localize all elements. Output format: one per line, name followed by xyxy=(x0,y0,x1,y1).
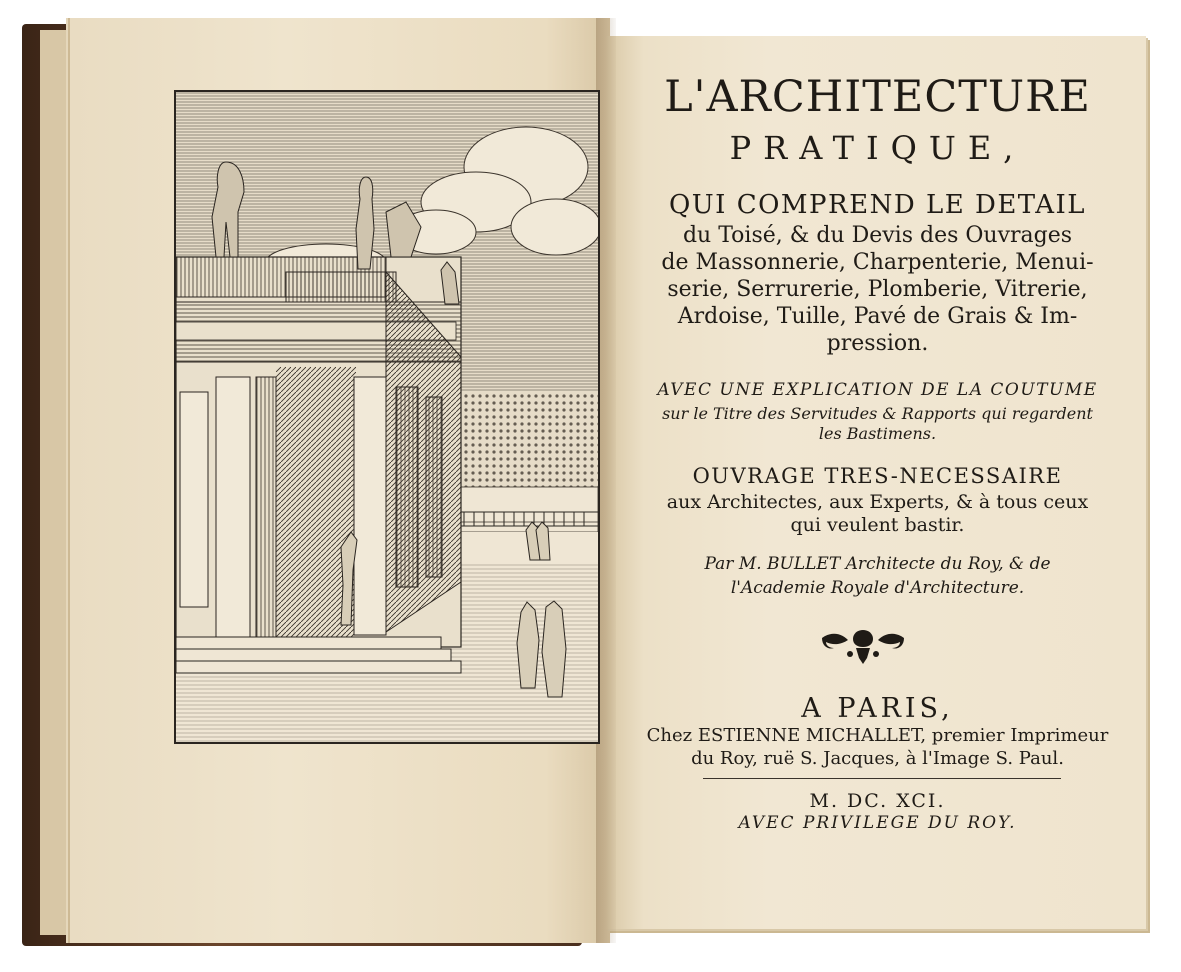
address-line: du Roy, ruë S. Jacques, à l'Image S. Paul. xyxy=(691,748,1064,769)
book-subtitle: PRATIQUE, xyxy=(729,129,1026,167)
book-title: L'ARCHITECTURE xyxy=(664,72,1091,122)
bastimens-line: les Bastimens. xyxy=(818,424,937,443)
frontispiece-engraving xyxy=(174,90,600,744)
portico xyxy=(176,257,461,673)
imprint-rule xyxy=(703,778,1061,779)
detail-line: de Massonnerie, Charpenterie, Menui- xyxy=(661,250,1094,275)
avec-explication-line: AVEC UNE EXPLICATION DE LA COUTUME xyxy=(657,380,1098,400)
audience-line: aux Architectes, aux Experts, & à tous ceux xyxy=(666,491,1089,513)
engraving-illustration xyxy=(176,92,598,742)
detail-line: serie, Serrurerie, Plomberie, Vitrerie, xyxy=(667,277,1088,302)
academie-line: l'Academie Royale d'Architecture. xyxy=(730,578,1025,598)
audience-line-2: qui veulent bastir. xyxy=(790,514,965,536)
detail-line: Ardoise, Tuille, Pavé de Grais & Im- xyxy=(677,304,1078,329)
privilege-line: AVEC PRIVILEGE DU ROY. xyxy=(738,813,1017,833)
printer-line: Chez ESTIENNE MICHALLET, premier Imprimeur xyxy=(646,725,1109,746)
imprint-date: M. DC. XCI. xyxy=(809,790,946,812)
qui-comprend-line: QUI COMPREND LE DETAIL xyxy=(668,190,1087,220)
servitudes-line: sur le Titre des Servitudes & Rapports qui regardent xyxy=(662,404,1093,423)
imprint-place: A PARIS, xyxy=(801,693,954,724)
author-line: Par M. BULLET Architecte du Roy, & de xyxy=(704,554,1051,574)
detail-line: pression. xyxy=(826,331,929,356)
detail-line: du Toisé, & du Devis des Ouvrages xyxy=(682,223,1073,248)
ouvrage-line: OUVRAGE TRES-NECESSAIRE xyxy=(692,464,1063,488)
printers-ornament-icon xyxy=(820,624,906,668)
